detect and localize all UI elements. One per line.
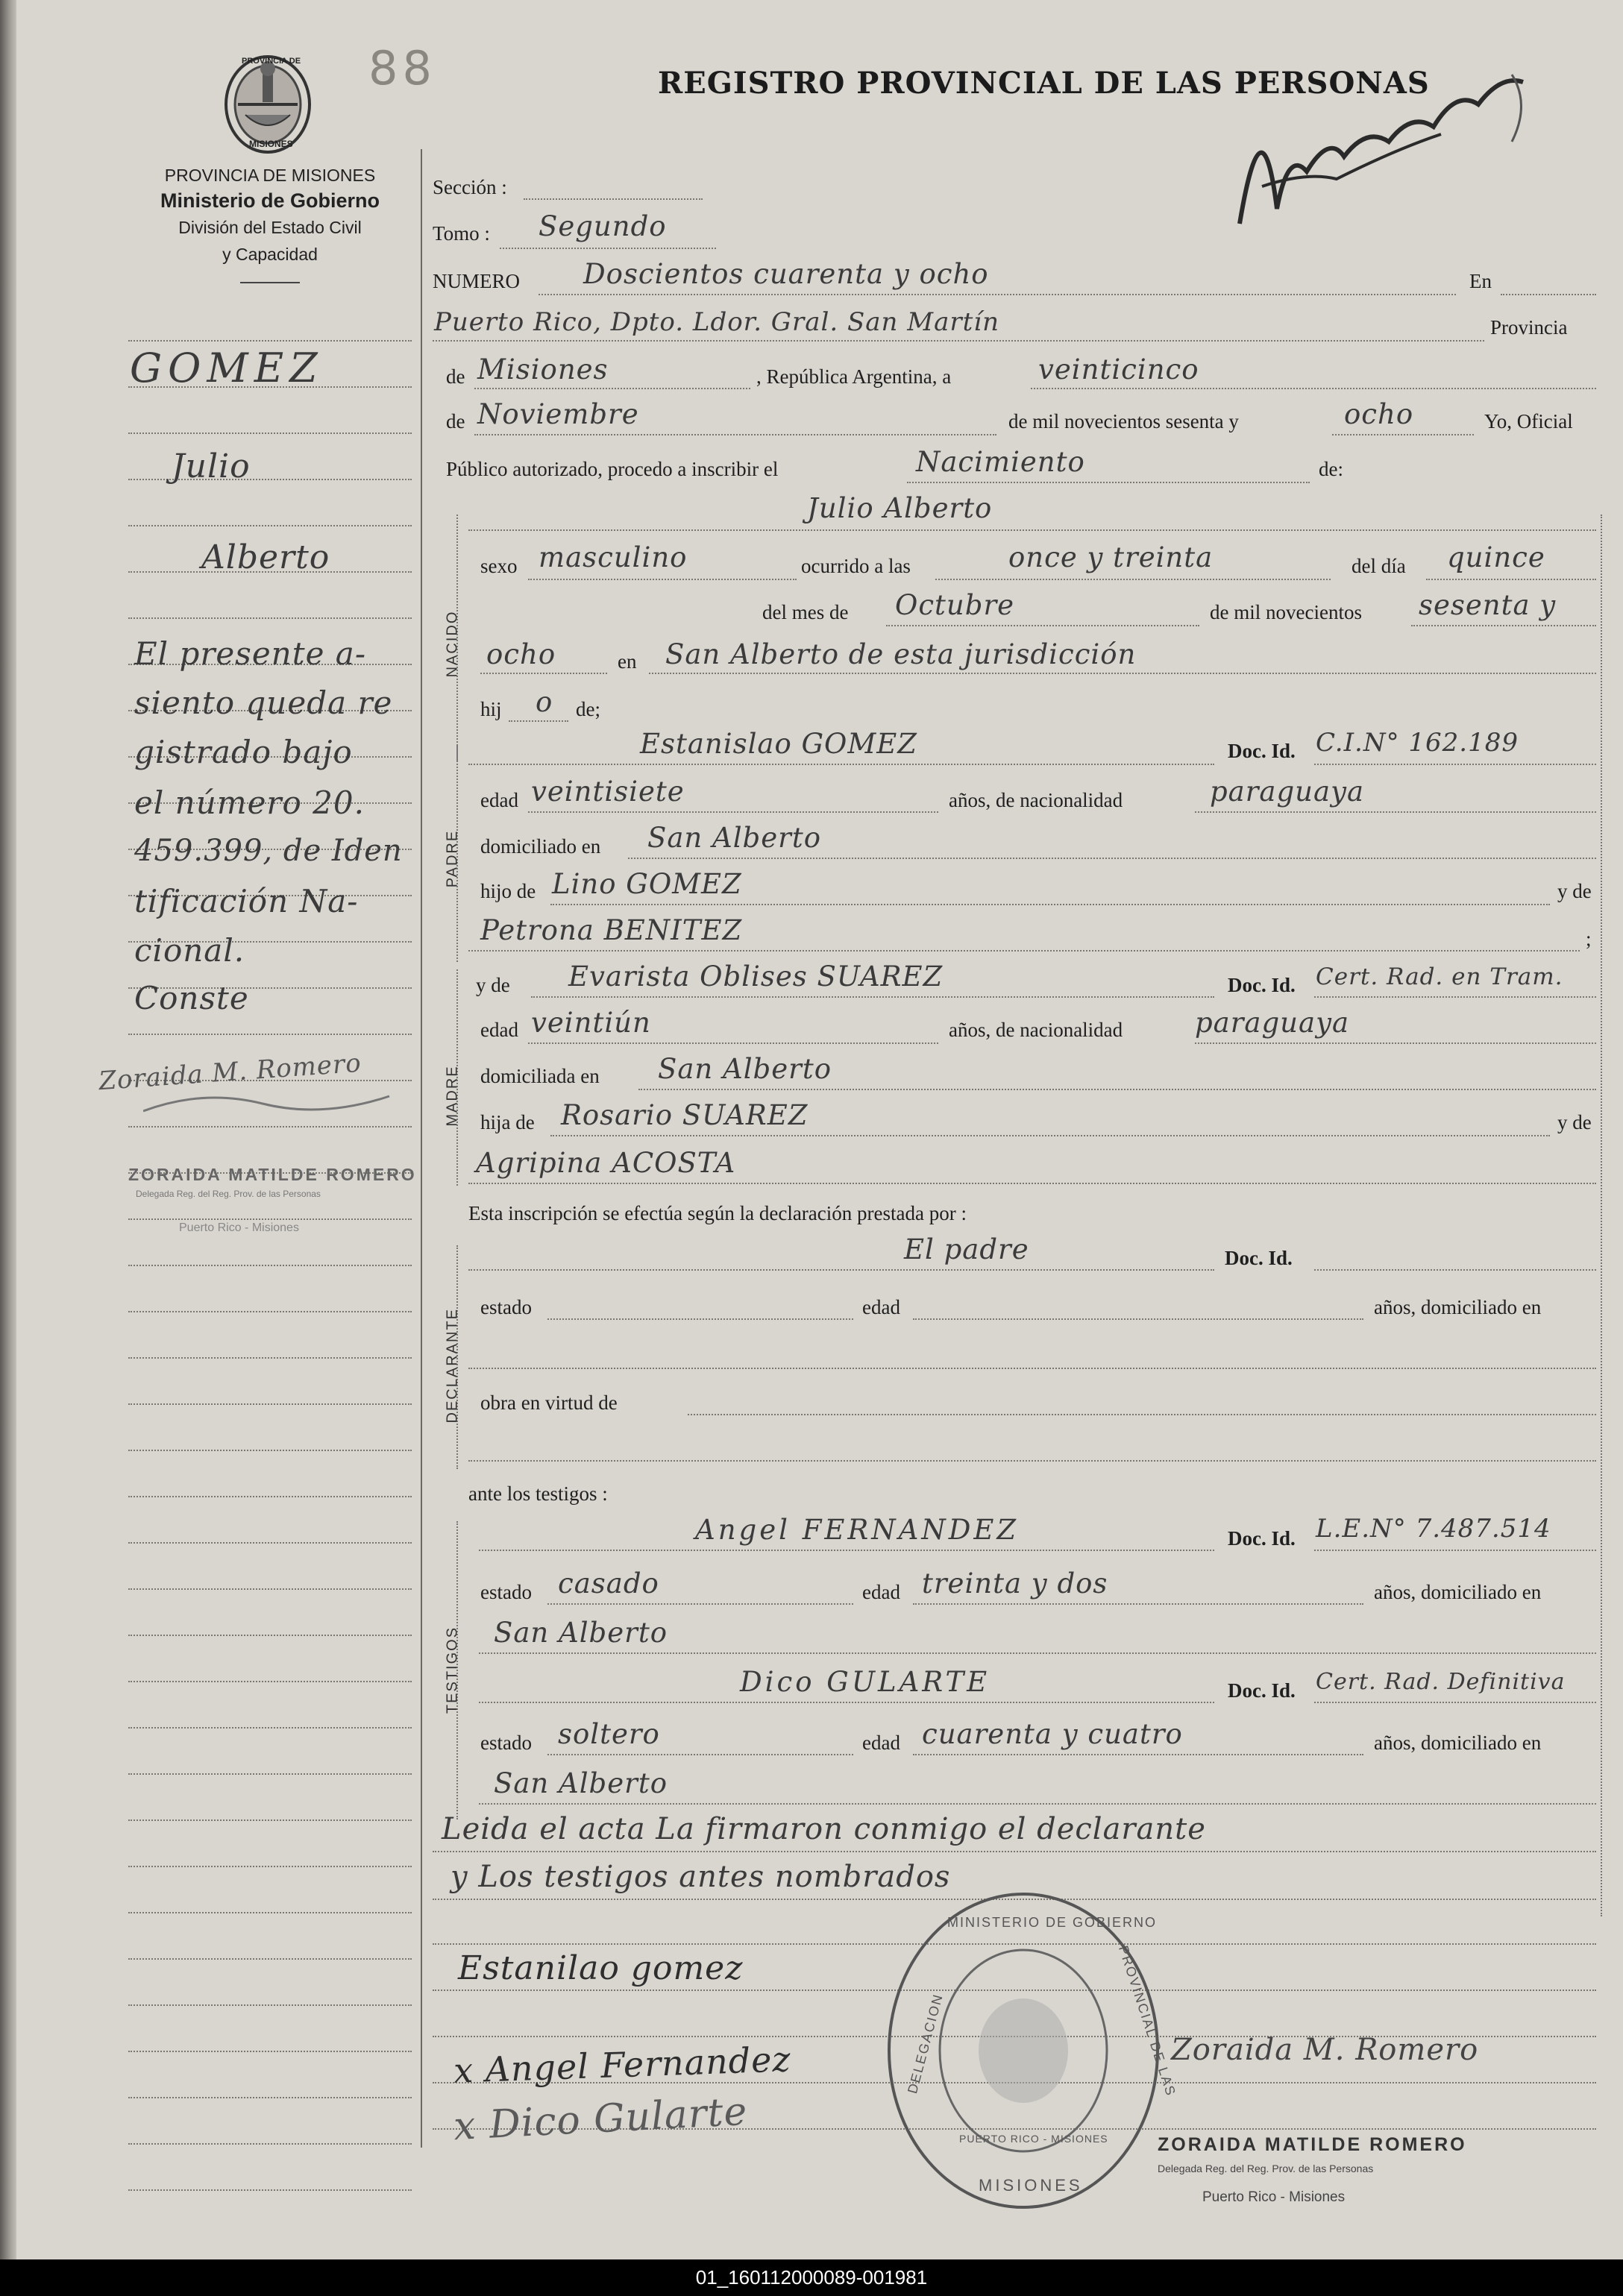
- field-testigo1-doc: L.E.N° 7.487.514: [1316, 1514, 1551, 1544]
- label-de-colon: de:: [1319, 458, 1343, 480]
- line-padre-edad: [528, 811, 938, 813]
- line-testigo2-dom: [479, 1803, 1596, 1805]
- line-acto: [907, 482, 1310, 483]
- field-dia-nac: quince: [1447, 541, 1545, 573]
- line-testigo2-doc: [1314, 1702, 1596, 1703]
- section-label-madre: MADRE: [444, 1065, 461, 1127]
- line-padre-nombre: [468, 764, 1214, 765]
- field-testigo2-doc: Cert. Rad. Definitiva: [1316, 1669, 1566, 1695]
- label-testigo2-estado: estado: [480, 1732, 532, 1754]
- capacity-name: y Capacidad: [222, 245, 318, 264]
- label-testigo1-estado: estado: [480, 1581, 532, 1603]
- page-number: 88: [368, 41, 436, 95]
- label-provincia: Provincia: [1490, 316, 1568, 339]
- section-label-testigos: TESTIGOS: [444, 1626, 461, 1714]
- seal-text-right: PROVINCIAL DE LAS: [1115, 1943, 1179, 2098]
- margin-ruled-line: [128, 525, 412, 526]
- official-stamp-place: Puerto Rico - Misiones: [1202, 2189, 1346, 2205]
- margin-ruled-line: [128, 1773, 412, 1775]
- field-testigo1-estado: casado: [558, 1567, 659, 1600]
- line-lugar: [433, 340, 1484, 342]
- section-label-nacido: NACIDO: [444, 610, 461, 678]
- line-testigo1-edad: [913, 1603, 1363, 1605]
- label-madre-dom: domiciliada en: [480, 1065, 600, 1087]
- margin-note-line-7: cional.: [134, 932, 245, 969]
- label-testigo1-edad: edad: [862, 1581, 900, 1603]
- label-madre-y-de-2: y de: [1557, 1111, 1592, 1133]
- line-lugar-nac: [649, 673, 1596, 674]
- field-testigo2-dom: San Alberto: [494, 1767, 668, 1799]
- line-obra-2: [468, 1460, 1596, 1462]
- field-mes-nac: Octubre: [895, 589, 1015, 621]
- margin-ruled-line: [128, 1218, 412, 1220]
- line-dia: [1031, 388, 1596, 389]
- form-right-border: [1601, 515, 1602, 1916]
- line-mes: [474, 434, 996, 435]
- field-madre-nac: paraguaya: [1195, 1007, 1350, 1039]
- line-nombre: [468, 529, 1596, 531]
- line-testigo1-dom: [479, 1652, 1596, 1654]
- label-madre-doc: Doc. Id.: [1228, 974, 1296, 996]
- field-padre-nombre: Estanislao GOMEZ: [640, 728, 917, 760]
- label-padre-nac: años, de nacionalidad: [949, 789, 1123, 811]
- margin-ruled-line: [128, 2143, 412, 2145]
- label-del-mes: del mes de: [762, 601, 849, 623]
- signature-testigo2: x Dico Gularte: [452, 2089, 749, 2150]
- label-hijo-de: hijo de: [480, 880, 536, 902]
- label-tomo: Tomo :: [433, 222, 490, 245]
- line-padre-madre: [468, 950, 1580, 952]
- seal-text-bottom: MISIONES: [979, 2176, 1083, 2195]
- margin-ruled-line: [128, 1496, 412, 1497]
- line-sexo: [528, 579, 797, 580]
- line-madre-nombre: [531, 996, 1214, 998]
- field-anio-nac-2: ocho: [486, 638, 556, 670]
- margin-signature: Zoraida M. Romero: [98, 1048, 362, 1097]
- field-padre-edad: veintisiete: [531, 776, 685, 808]
- label-seccion: Sección :: [433, 176, 507, 198]
- field-madre-doc: Cert. Rad. en Tram.: [1316, 963, 1563, 990]
- line-seccion: [524, 198, 703, 200]
- margin-note-line-1: El presente a-: [134, 635, 367, 672]
- field-anio: ocho: [1344, 398, 1414, 430]
- section-label-padre: PADRE: [444, 829, 461, 888]
- line-declarante: [468, 1269, 1214, 1271]
- label-testigo1-doc: Doc. Id.: [1228, 1527, 1296, 1550]
- label-publico: Público autorizado, procedo a inscribir el: [446, 458, 779, 480]
- margin-note-line-5: 459.399, de Iden: [134, 834, 403, 868]
- line-provincia: [474, 388, 750, 389]
- margin-ruled-line: [128, 1311, 412, 1312]
- label-ante-testigos: ante los testigos :: [468, 1482, 608, 1505]
- margin-ruled-line: [128, 1357, 412, 1359]
- line-padre-nac: [1195, 811, 1596, 813]
- seal-top-text: PROVINCIA DE: [242, 57, 301, 66]
- label-sexo: sexo: [480, 555, 518, 577]
- margin-note-line-8: Conste: [134, 980, 249, 1016]
- label-madre-nac: años, de nacionalidad: [949, 1019, 1123, 1041]
- line-declarante-extra: [468, 1368, 1596, 1369]
- official-stamp-name: ZORAIDA MATILDE ROMERO: [1158, 2134, 1467, 2155]
- line-madre-edad: [528, 1042, 938, 1044]
- line-testigo2-nombre: [479, 1702, 1214, 1703]
- label-mil-novecientos: de mil novecientos sesenta y: [1008, 410, 1239, 433]
- field-acto: Nacimiento: [916, 446, 1085, 478]
- label-declaracion: Esta inscripción se efectúa según la declaración prestada por :: [468, 1202, 967, 1224]
- margin-ruled-line: [128, 479, 412, 480]
- label-testigo2-anos: años, domiciliado en: [1374, 1732, 1542, 1754]
- seal-text-top: MINISTERIO DE GOBIERNO: [947, 1915, 1158, 1930]
- line-testigo1-nombre: [479, 1550, 1214, 1551]
- margin-ruled-line: [128, 1958, 412, 1960]
- seal-bottom-text: MISIONES: [249, 139, 293, 149]
- field-provincia: Misiones: [477, 353, 609, 386]
- field-testigo1-edad: treinta y dos: [922, 1567, 1108, 1600]
- line-testigo2-estado: [547, 1754, 853, 1755]
- label-de-padres: de;: [576, 698, 600, 720]
- label-madre-edad: edad: [480, 1019, 518, 1041]
- margin-ruled-line: [128, 1635, 412, 1636]
- line-tomo: [500, 248, 716, 249]
- margin-official-stamp-role: Delegada Reg. del Reg. Prov. de las Personas: [136, 1189, 321, 1199]
- line-madre-madre: [468, 1183, 1596, 1184]
- closing-line-1: Leida el acta La firmaron conmigo el declarante: [442, 1812, 1206, 1846]
- margin-ruled-line: [128, 1542, 412, 1544]
- line-padre-padre: [550, 904, 1550, 905]
- field-testigo2-estado: soltero: [558, 1718, 660, 1750]
- header-signature: [1217, 60, 1545, 239]
- field-madre-madre: Agripina ACOSTA: [476, 1147, 736, 1179]
- field-dia: veinticinco: [1038, 353, 1199, 386]
- label-numero: NUMERO: [433, 270, 521, 292]
- field-padre-dom: San Alberto: [647, 822, 821, 854]
- label-declarante-doc: Doc. Id.: [1225, 1247, 1293, 1269]
- margin-official-stamp-name: ZORAIDA MATILDE ROMERO: [128, 1165, 417, 1184]
- label-declarante-estado: estado: [480, 1296, 532, 1318]
- line-mes-nac: [886, 625, 1199, 626]
- label-yo-oficial: Yo, Oficial: [1484, 410, 1573, 433]
- margin-ruled-line: [128, 1819, 412, 1821]
- label-de-provincia: de: [446, 365, 465, 388]
- field-madre-dom: San Alberto: [658, 1053, 832, 1085]
- margin-first-name: Julio: [172, 447, 251, 485]
- margin-ruled-line: [128, 1265, 412, 1266]
- field-nombre: Julio Alberto: [807, 492, 993, 524]
- line-declarante-doc: [1314, 1269, 1596, 1271]
- round-official-seal: [882, 1887, 1179, 2215]
- margin-note-line-2: siento queda re: [134, 685, 393, 721]
- line-hora: [935, 579, 1331, 580]
- line-closing-1: [433, 1851, 1596, 1852]
- label-testigo2-edad: edad: [862, 1732, 900, 1754]
- margin-border: [421, 149, 422, 2148]
- signature-declarante: Estanilao gomez: [458, 1949, 744, 1987]
- margin-second-name: Alberto: [201, 538, 330, 576]
- line-madre-doc: [1314, 996, 1596, 998]
- line-obra: [688, 1414, 1596, 1415]
- field-madre-padre: Rosario SUAREZ: [561, 1099, 809, 1131]
- margin-ruled-line: [128, 433, 412, 434]
- label-padre-y-de: y de: [1557, 880, 1592, 902]
- line-padre-doc: [1314, 764, 1596, 765]
- label-declarante-edad: edad: [862, 1296, 900, 1318]
- signature-oficial: Zoraida M. Romero: [1171, 2033, 1479, 2067]
- label-del-dia: del día: [1352, 555, 1406, 577]
- closing-line-2: y Los testigos antes nombrados: [451, 1860, 951, 1894]
- field-hij: o: [536, 686, 553, 718]
- book-binding: [0, 0, 16, 2259]
- margin-ruled-line: [128, 2051, 412, 2052]
- division-name: División del Estado Civil: [178, 218, 362, 237]
- margin-official-stamp-place: Puerto Rico - Misiones: [179, 1221, 299, 1234]
- label-padre-dom: domiciliado en: [480, 835, 601, 858]
- margin-ruled-line: [128, 1450, 412, 1451]
- line-testigo1-estado: [547, 1603, 853, 1605]
- margin-surname: GOMEZ: [130, 345, 324, 391]
- field-declarante: El padre: [904, 1233, 1029, 1265]
- line-padre-dom: [628, 858, 1596, 859]
- line-testigo2-edad: [913, 1754, 1363, 1755]
- margin-ruled-line: [128, 617, 412, 619]
- field-testigo2-nombre: Dico GULARTE: [740, 1666, 991, 1698]
- line-numero: [539, 294, 1456, 295]
- margin-ruled-line: [128, 1866, 412, 1867]
- label-testigo2-doc: Doc. Id.: [1228, 1679, 1296, 1702]
- label-hija-de: hija de: [480, 1111, 535, 1133]
- field-lugar: Puerto Rico, Dpto. Ldor. Gral. San Martín: [434, 307, 1000, 337]
- label-en: En: [1469, 270, 1492, 292]
- official-stamp-role: Delegada Reg. del Reg. Prov. de las Personas: [1158, 2163, 1374, 2174]
- label-de-mil-nov: de mil novecientos: [1210, 601, 1362, 623]
- margin-note-line-3: gistrado bajo: [134, 734, 353, 770]
- label-testigo1-anos: años, domiciliado en: [1374, 1581, 1542, 1603]
- label-semicolon: ;: [1586, 928, 1592, 950]
- margin-ruled-line: [128, 1034, 412, 1035]
- field-sexo: masculino: [539, 541, 688, 573]
- margin-note-line-6: tificación Na-: [134, 883, 359, 919]
- label-en-lugar: en: [618, 650, 637, 673]
- seal-text-inner: PUERTO RICO - MISIONES: [959, 2133, 1108, 2145]
- line-anio: [1332, 434, 1474, 435]
- line-declarante-edad: [913, 1318, 1363, 1320]
- margin-ruled-line: [128, 1588, 412, 1590]
- register-page: [16, 0, 1623, 2259]
- province-name: PROVINCIA DE MISIONES: [164, 166, 376, 185]
- section-label-declarante: DECLARANTE: [444, 1308, 461, 1424]
- document-title: REGISTRO PROVINCIAL DE LAS PERSONAS: [658, 66, 1430, 101]
- margin-ruled-line: [128, 1681, 412, 1682]
- field-padre-padre: Lino GOMEZ: [552, 868, 742, 900]
- margin-ruled-line: [128, 1403, 412, 1405]
- margin-ruled-line: [128, 1727, 412, 1729]
- label-ocurrido: ocurrido a las: [801, 555, 911, 577]
- label-declarante-anos: años, domiciliado en: [1374, 1296, 1542, 1318]
- provincial-coat-of-arms: [219, 46, 316, 158]
- margin-ruled-line: [128, 1126, 412, 1127]
- line-madre-padre: [550, 1135, 1550, 1136]
- line-anio-nac-2: [480, 673, 607, 674]
- label-padre-doc: Doc. Id.: [1228, 740, 1296, 762]
- field-tomo: Segundo: [539, 210, 667, 242]
- field-madre-nombre: Evarista Oblises SUAREZ: [568, 960, 944, 993]
- line-testigo1-doc: [1314, 1550, 1596, 1551]
- document-id-footer: 01_160112000089-001981: [0, 2259, 1623, 2296]
- line-declarante-estado: [547, 1318, 853, 1320]
- margin-ruled-line: [128, 1912, 412, 1913]
- label-de-mes: de: [446, 410, 465, 433]
- field-testigo1-nombre: Angel FERNANDEZ: [695, 1514, 1020, 1546]
- header-divider: [240, 282, 300, 283]
- field-testigo1-dom: San Alberto: [494, 1617, 668, 1649]
- field-lugar-nac: San Alberto de esta jurisdicción: [665, 638, 1137, 670]
- field-padre-madre: Petrona BENITEZ: [480, 914, 743, 946]
- margin-note-line-4: el número 20.: [134, 784, 365, 821]
- margin-ruled-line: [128, 2004, 412, 2006]
- field-padre-doc: C.I.N° 162.189: [1316, 728, 1519, 758]
- field-testigo2-edad: cuarenta y cuatro: [922, 1718, 1183, 1750]
- ministry-name: Ministerio de Gobierno: [160, 189, 380, 212]
- label-madre-y-de: y de: [476, 974, 510, 996]
- signature-testigo1: x Angel Fernandez: [453, 2039, 792, 2091]
- field-hora: once y treinta: [1008, 541, 1214, 573]
- label-padre-edad: edad: [480, 789, 518, 811]
- field-numero: Doscientos cuarenta y ocho: [583, 258, 989, 290]
- margin-ruled-line: [128, 2189, 412, 2191]
- margin-ruled-line: [128, 340, 412, 342]
- label-hij: hij: [480, 698, 502, 720]
- line-madre-nac: [1195, 1042, 1596, 1044]
- line-dia-nac: [1426, 579, 1596, 580]
- line-anio-nac: [1411, 625, 1596, 626]
- label-republica: , República Argentina, a: [756, 365, 952, 388]
- field-mes: Noviembre: [477, 398, 639, 430]
- seal-text-left: DELEGACION: [905, 1992, 947, 2095]
- margin-ruled-line: [128, 2097, 412, 2098]
- field-anio-nac-1: sesenta y: [1419, 589, 1557, 621]
- line-hij: [509, 720, 568, 722]
- margin-signature-flourish: [143, 1081, 397, 1126]
- field-madre-edad: veintiún: [531, 1007, 651, 1039]
- line-en: [1501, 294, 1596, 295]
- field-padre-nac: paraguaya: [1210, 776, 1365, 808]
- line-madre-dom: [638, 1089, 1596, 1090]
- label-obra: obra en virtud de: [480, 1391, 618, 1414]
